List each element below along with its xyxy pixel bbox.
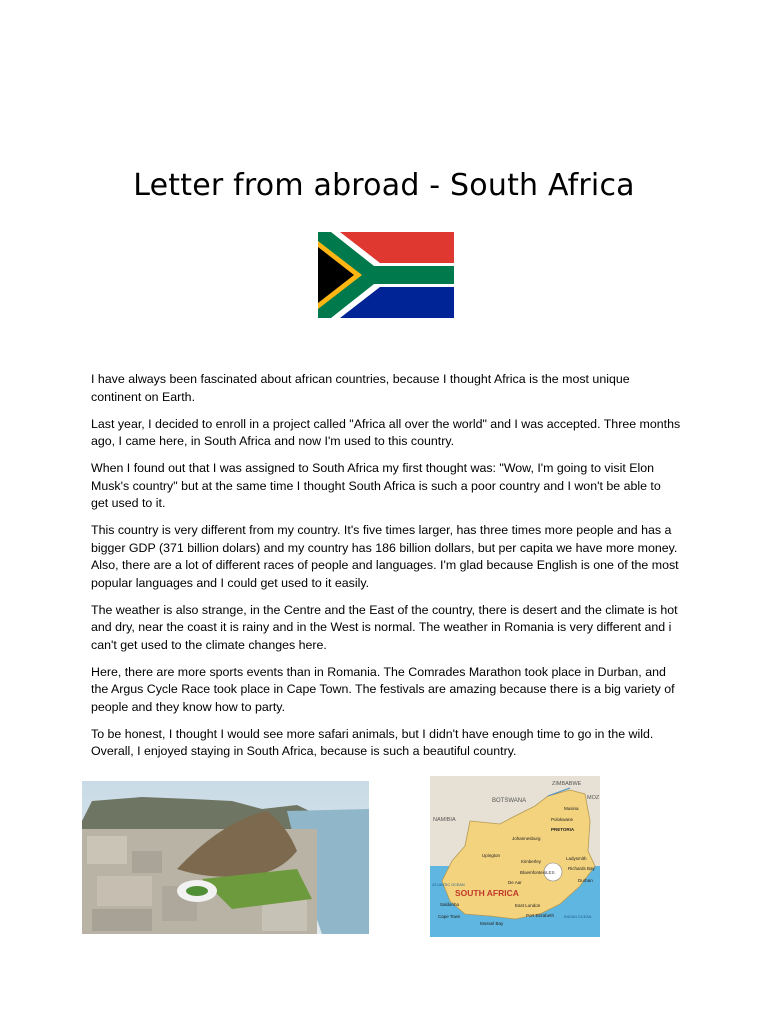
stadium-pitch bbox=[186, 886, 208, 896]
map-city-cape-town: Cape Town bbox=[438, 914, 461, 919]
paragraph-4: This country is very different from my country. It's five times larger, has three times more people and has a bigger GDP (371 billion dolars) and my country has 186 billion dollars, but per capita we have more money. Also, there are a lot of different races of people and languages. I'm glad because English is one of the most popular languages and I could get used to it easily. bbox=[91, 523, 679, 590]
map-city-east-london: East London bbox=[515, 903, 541, 908]
map-label-zimbabwe: ZIMBABWE bbox=[552, 781, 582, 787]
map-city-bloemfontein: Bloemfontein bbox=[520, 870, 547, 875]
paragraph-1: I have always been fascinated about african countries, because I thought Africa is the most unique continent on Earth. bbox=[91, 372, 630, 404]
map-city-mossel-bay: Mossel Bay bbox=[480, 921, 504, 926]
south-africa-flag bbox=[318, 232, 454, 318]
map-label-botswana: BOTSWANA bbox=[492, 798, 527, 804]
map-label-moz: MOZ bbox=[587, 795, 600, 801]
paragraph-5: The weather is also strange, in the Centre and the East of the country, there is desert and the climate is hot and dry, near the coast it is rainy and in the West is normal. The weather in Romania is very different and i can't get used to the climate changes here. bbox=[91, 602, 678, 652]
map-city-upington: Upington bbox=[482, 853, 501, 858]
map-city-de-aar: De Aar bbox=[508, 880, 522, 885]
south-africa-map bbox=[430, 776, 600, 937]
page-title: Letter from abroad - South Africa bbox=[133, 168, 635, 203]
map-city-pretoria: PRETORIA bbox=[551, 827, 575, 832]
paragraph-7: To be honest, I thought I would see more safari animals, but I didn't have enough time to go in the wild. Overall, I enjoyed staying in South Africa, because is such a beautiful country. bbox=[91, 726, 654, 758]
paragraph-2: Last year, I decided to enroll in a project called "Africa all over the world" and I was accepted. Three months ago, I came here, in South Africa and now I'm used to this country. bbox=[91, 416, 681, 448]
map-city-port-elizabeth: Port Elizabeth bbox=[526, 913, 555, 918]
map-label-indian: INDIAN OCEAN bbox=[564, 915, 592, 919]
map-city-richards-bay: Richards Bay bbox=[568, 866, 595, 871]
map-country-label: SOUTH AFRICA bbox=[455, 888, 519, 898]
cape-town-aerial-photo bbox=[82, 781, 369, 934]
map-city-saldanha: Saldanha bbox=[440, 902, 460, 907]
map-label-atlantic: ATLANTIC OCEAN bbox=[432, 883, 465, 887]
map-city-johannesburg: Johannesburg bbox=[512, 836, 541, 841]
paragraph-6: Here, there are more sports events than in Romania. The Comrades Marathon took place in Durban, and the Argus Cycle Race took place in Cape Town. The festivals are amazing because there is a big variety of people and they know how to party. bbox=[91, 664, 675, 714]
map-label-namibia: NAMIBIA bbox=[433, 817, 456, 823]
map-city-kimberley: Kimberley bbox=[521, 859, 542, 864]
letter-body bbox=[91, 371, 681, 770]
map-city-musina: Musina bbox=[564, 806, 579, 811]
map-label-lesotho: LES. bbox=[546, 870, 556, 875]
map-city-polokwane: Polokwane bbox=[551, 817, 574, 822]
map-city-ladysmith: Ladysmith bbox=[566, 856, 587, 861]
paragraph-3: When I found out that I was assigned to South Africa my first thought was: "Wow, I'm going to visit Elon Musk's country" but at the same time I thought South Africa is such a poor country and I won't be able to get used to it. bbox=[91, 461, 661, 510]
map-city-durban: Durban bbox=[578, 878, 593, 883]
